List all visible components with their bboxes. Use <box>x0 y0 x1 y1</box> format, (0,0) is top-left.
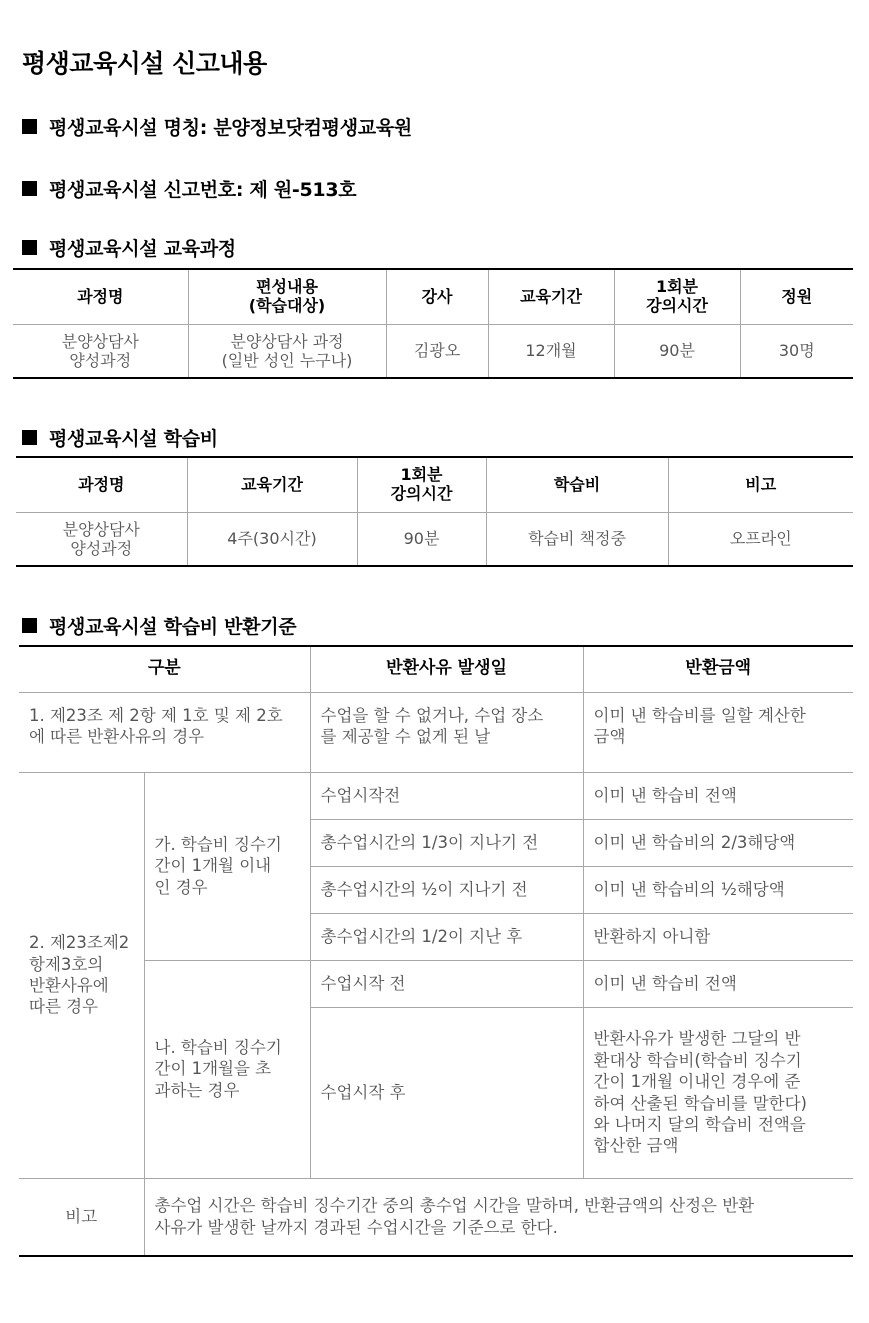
amount-cell: 이미 낸 학습비 전액 <box>583 772 853 819</box>
lecture-time-cell: 90분 <box>614 324 740 378</box>
amount-cell: 이미 낸 학습비의 ½해당액 <box>583 866 853 913</box>
sub-category-a-cell: 가. 학습비 징수기 간이 1개월 이내 인 경우 <box>144 772 310 960</box>
table-row <box>19 772 853 819</box>
tuition-table <box>16 456 853 567</box>
header-tuition: 학습비 <box>486 457 668 512</box>
header-amount: 반환금액 <box>583 646 853 692</box>
category-cell: 1. 제23조 제 2항 제 1호 및 제 2호 에 따른 반환사유의 경우 <box>19 692 310 772</box>
header-content: 편성내용 (학습대상) <box>188 269 386 324</box>
tuition-heading-text: 평생교육시설 학습비 <box>49 428 218 450</box>
header-period: 교육기간 <box>187 457 357 512</box>
header-category: 구분 <box>19 646 310 692</box>
tuition-header-row <box>16 457 853 512</box>
table-row <box>19 960 853 1007</box>
registration-number: 평생교육시설 신고번호: 제 원-513호 <box>49 179 357 201</box>
category-cell: 2. 제23조제2 항제3호의 반환사유에 따른 경우 <box>19 772 144 1178</box>
amount-cell: 반환사유가 발생한 그달의 반 환대상 학습비(학습비 징수기 간이 1개월 이내인 경우에 준 하여 산출된 학습비를 말한다) 와 나머지 달의 학습비 전액을 합산한 금액 <box>583 1007 853 1178</box>
table-row <box>16 512 853 566</box>
registration-number-heading <box>22 175 356 202</box>
header-instructor: 강사 <box>386 269 488 324</box>
table-row <box>19 1178 853 1256</box>
page-title: 평생교육시설 신고내용 <box>22 49 267 78</box>
square-bullet-icon <box>22 430 37 445</box>
note-label-cell: 비고 <box>19 1178 144 1256</box>
square-bullet-icon <box>22 119 37 134</box>
sub-category-b-cell: 나. 학습비 징수기 간이 1개월을 초 과하는 경우 <box>144 960 310 1178</box>
occurrence-cell: 수업시작전 <box>310 772 583 819</box>
occurrence-cell: 수업을 할 수 없거나, 수업 장소 를 제공할 수 없게 된 날 <box>310 692 583 772</box>
refund-table <box>19 645 853 1257</box>
refund-heading <box>22 612 296 639</box>
occurrence-cell: 총수업시간의 1/3이 지나기 전 <box>310 819 583 866</box>
header-capacity: 정원 <box>740 269 853 324</box>
amount-cell: 이미 낸 학습비 전액 <box>583 960 853 1007</box>
amount-cell: 이미 낸 학습비의 2/3해당액 <box>583 819 853 866</box>
note-text-cell: 총수업 시간은 학습비 징수기간 중의 총수업 시간을 말하며, 반환금액의 산정은 반환 사유가 발생한 날까지 경과된 수업시간을 기준으로 한다. <box>154 1196 755 1237</box>
header-course-name: 과정명 <box>16 457 187 512</box>
square-bullet-icon <box>22 181 37 196</box>
square-bullet-icon <box>22 618 37 633</box>
amount-cell: 반환하지 아니함 <box>583 913 853 960</box>
header-note: 비고 <box>668 457 853 512</box>
capacity-cell: 30명 <box>778 341 815 361</box>
curriculum-table <box>13 268 853 379</box>
tuition-cell: 학습비 책정중 <box>486 512 668 566</box>
header-lecture-time: 1회분 강의시간 <box>614 269 740 324</box>
curriculum-heading-text: 평생교육시설 교육과정 <box>49 238 236 260</box>
header-occurrence: 반환사유 발생일 <box>310 646 583 692</box>
course-name-cell: 분양상담사 양성과정 <box>13 324 188 378</box>
occurrence-cell: 수업시작 후 <box>310 1007 583 1178</box>
curriculum-heading <box>22 234 236 261</box>
refund-heading-text: 평생교육시설 학습비 반환기준 <box>49 616 297 638</box>
curriculum-header-row <box>13 269 853 324</box>
period-cell: 12개월 <box>488 324 614 378</box>
header-period: 교육기간 <box>488 269 614 324</box>
table-row <box>19 692 853 772</box>
occurrence-cell: 총수업시간의 1/2이 지난 후 <box>310 913 583 960</box>
header-lecture-time: 1회분 강의시간 <box>357 457 486 512</box>
tuition-heading <box>22 424 218 451</box>
note-cell: 오프라인 <box>729 529 792 549</box>
occurrence-cell: 수업시작 전 <box>310 960 583 1007</box>
refund-header-row <box>19 646 853 692</box>
header-course-name: 과정명 <box>13 269 188 324</box>
course-name-cell: 분양상담사 양성과정 <box>16 512 187 566</box>
facility-name-heading <box>22 113 412 140</box>
occurrence-cell: 총수업시간의 ½이 지나기 전 <box>310 866 583 913</box>
lecture-time-cell: 90분 <box>357 512 486 566</box>
period-cell: 4주(30시간) <box>187 512 357 566</box>
table-row <box>13 324 853 378</box>
amount-cell: 이미 낸 학습비를 일할 계산한 금액 <box>583 692 853 772</box>
facility-name: 평생교육시설 명칭: 분양정보닷컴평생교육원 <box>49 117 412 139</box>
instructor-cell: 김광오 <box>386 324 488 378</box>
content-cell: 분양상담사 과정 (일반 성인 누구나) <box>188 324 386 378</box>
square-bullet-icon <box>22 240 37 255</box>
